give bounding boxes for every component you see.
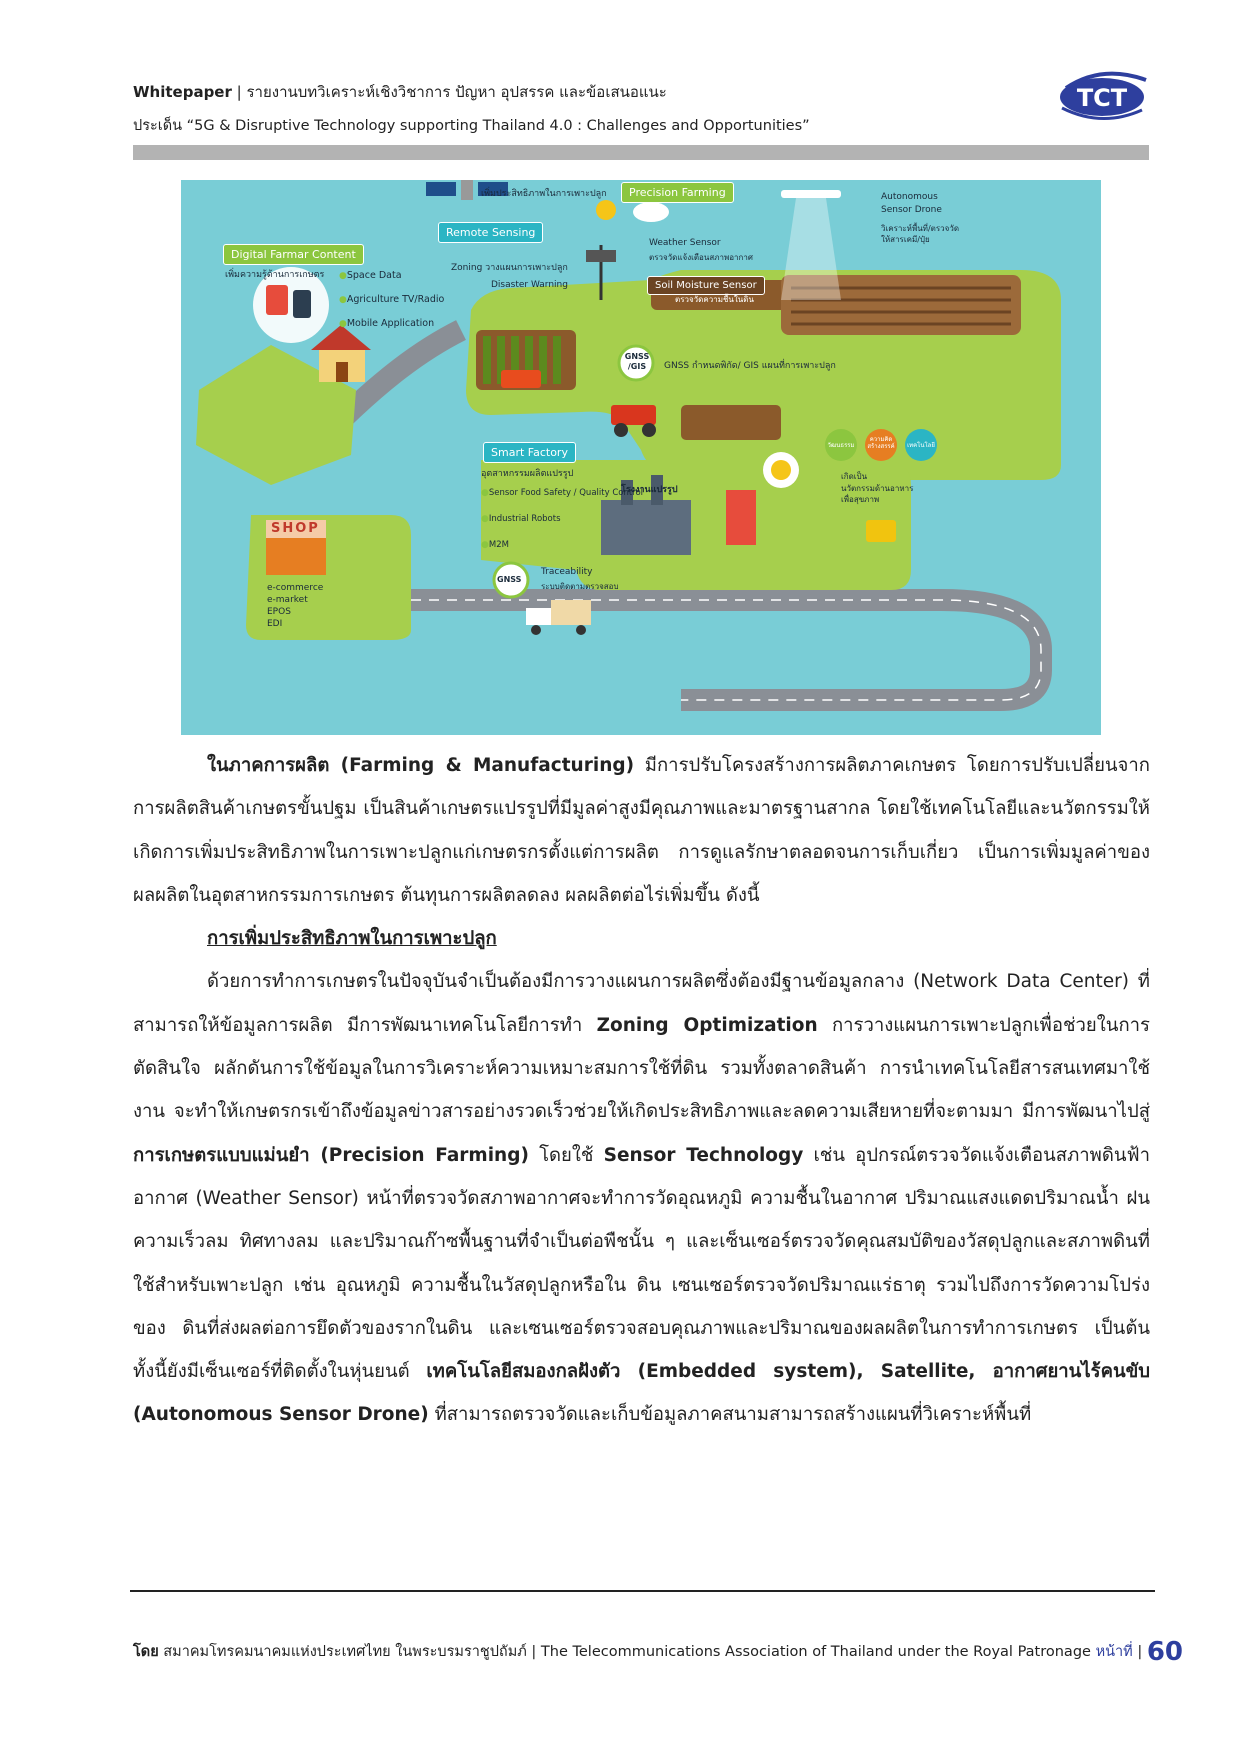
list-item: ● Mobile Application — [339, 312, 444, 336]
drone — [781, 190, 841, 198]
text-run: โดยใช้ — [528, 1144, 604, 1166]
soil-moisture-sub: ตรวจวัดความชื้นในดิน — [675, 295, 754, 304]
smart-factory-list — [481, 480, 643, 558]
text-run: การวางแผนการเพาะปลูกเพื่อช่วยในการตัดสินใจ ผลักดันการใช้ข้อมูลในการวิเคราะห์ความเหมาะสมการใช้ที่ดิน รวมทั้งตลาดสินค้า การนำเทคโนโลยีสารสนเทศมาใช้งาน จะทำให้เกษตรกรเข้าถึงข้อมูลข่าวสารอย่างรวดเร็วช่วยให้เกิดประสิทธิภาพและลดความเสียหายที่จะตามมา มีการพัฒนาไปสู่ — [133, 1014, 1150, 1123]
list-item: EPOS — [267, 607, 291, 617]
paragraph-farming — [133, 744, 1150, 917]
innovation-text-1: เกิดเป็น — [841, 472, 868, 481]
technology-circle-label: เทคโนโลยี — [907, 442, 935, 449]
body-text — [133, 744, 1150, 1437]
innovation-text-2: นวัตกรรมด้านอาหาร — [841, 484, 914, 493]
list-item: ● Agriculture TV/Radio — [339, 288, 444, 312]
disaster-warning-text: Disaster Warning — [491, 280, 568, 290]
traceability-sub: ระบบติดตามตรวจสอบ — [541, 582, 619, 591]
precision-farming-tag: Precision Farming — [621, 182, 734, 203]
satellite-caption: เพิ่มประสิทธิภาพในการเพาะปลูก — [481, 189, 607, 199]
list-item: ● Sensor Food Safety / Quality Control — [481, 480, 643, 506]
culture-circle-label: วัฒนธรรม — [827, 442, 855, 449]
zoning-text: Zoning วางแผนการเพาะปลูก — [451, 263, 568, 273]
smart-factory-sub: อุตสาหกรรมผลิตแปรรูป — [481, 469, 574, 479]
smart-agriculture-infographic — [181, 180, 1101, 735]
drone-title-2: Sensor Drone — [881, 205, 942, 215]
soil-moisture-tag: Soil Moisture Sensor — [647, 276, 765, 295]
traceability-label: Traceability — [541, 567, 593, 577]
innovation-text-3: เพื่อสุขภาพ — [841, 495, 880, 504]
smart-factory-tag: Smart Factory — [483, 442, 576, 463]
weather-sensor-sub: ตรวจวัดแจ้งเตือนสภาพอากาศ — [649, 253, 753, 262]
header-title — [133, 80, 667, 104]
text-run: ด้วยการทำการเกษตรในปัจจุบันจำเป็นต้องมีการวางแผนการผลิตซึ่งต้องมีฐานข้อมูลกลาง (Network Data Center) ที่สามารถให้ข้อมูลการผลิต มีการพัฒนาเทคโนโลยีการทำ — [133, 971, 1150, 1036]
tct-logo — [1052, 66, 1152, 124]
embedded-system-term: เทคโนโลยีสมองกลฝังตัว (Embedded system), Satellite, อากาศยานไร้คนขับ (Autonomous Sensor Drone) — [133, 1361, 1150, 1426]
header-title-rest: | รายงานบทวิเคราะห์เชิงวิชาการ ปัญหา อุปสรรค และข้อเสนอแนะ — [231, 83, 667, 101]
shop-sign: SHOP — [271, 521, 320, 536]
remote-sensing-tag: Remote Sensing — [438, 222, 543, 243]
doc-type: Whitepaper — [133, 83, 232, 101]
page-number: 60 — [1146, 1637, 1184, 1667]
shop-list — [267, 582, 323, 630]
digital-farmer-tag: Digital Farmar Content — [223, 244, 364, 265]
gnss-badge: GNSS — [497, 575, 522, 584]
drone-sub-1: วิเคราะห์พื้นที่/ตรวจวัด — [881, 224, 960, 233]
precision-farming-term: การเกษตรแบบแม่นยำ (Precision Farming) — [133, 1144, 529, 1166]
text-run: ที่สามารถตรวจวัดและเก็บข้อมูลภาคสนามสามารถสร้างแผนที่วิเคราะห์พื้นที่ — [428, 1404, 1032, 1426]
digital-farmer-list — [339, 264, 444, 336]
footer — [133, 1637, 1183, 1667]
forklift — [866, 520, 896, 542]
text-run: เช่น อุปกรณ์ตรวจวัดแจ้งเตือนสภาพดินฟ้าอากาศ (Weather Sensor) หน้าที่ตรวจวัดสภาพอากาศจะทำการวัดอุณหภูมิ ความชื้นในอากาศ ปริมาณแสงแดดปริมาณน้ำ ฝน ความเร็วลม ทิศทางลม และปริมาณก๊าซพื้นฐานที่จำเป็นต่อพืชนั้น ๆ และเซ็นเซอร์ตรวจวัดคุณสมบัติของวัสดุปลูกและสภาพดินที่ใช้สำหรับเพาะปลูก เช่น อุณหภูมิ ความชื้นในวัสดุปลูกหรือใน ดิน เซนเซอร์ตรวจวัดปริมาณแร่ธาตุ รวมไปถึงการวัดความโปร่งของ ดินที่ส่งผลต่อการยึดตัวของรากในดิน และเซนเซอร์ตรวจสอบคุณภาพและปริมาณของผลผลิตในการทำการเกษตร เป็นต้น ทั้งนี้ยังมีเซ็นเซอร์ที่ติดตั้งในหุ่นยนต์ — [133, 1144, 1150, 1383]
gnss-gis-badge: GNSS /GIS — [624, 352, 650, 371]
zoning-optimization-term: Zoning Optimization — [596, 1014, 818, 1036]
list-item: ● Space Data — [339, 264, 444, 288]
digital-farmer-sub: เพิ่มความรู้ด้านการเกษตร — [225, 270, 325, 280]
cloud — [633, 202, 669, 222]
section-subheading: การเพิ่มประสิทธิภาพในการเพาะปลูก — [207, 928, 497, 950]
weather-sensor-label: Weather Sensor — [649, 238, 721, 248]
drone-sub-2: ให้สารเคมี/ปุ๋ย — [881, 235, 930, 244]
tractor — [611, 405, 656, 425]
footer-rule — [130, 1590, 1155, 1592]
factory-label: โรงงานแปรรูป — [621, 485, 678, 495]
road-segment — [411, 600, 1041, 700]
paragraph-efficiency — [133, 960, 1150, 1436]
creativity-circle-label: ความคิดสร้างสรรค์ — [867, 436, 895, 450]
logo-text: TCT — [1076, 84, 1128, 112]
list-item: ● M2M — [481, 532, 643, 558]
sun — [596, 200, 616, 220]
footer-by: โดย — [133, 1644, 159, 1660]
list-item: ● Industrial Robots — [481, 506, 643, 532]
drone-title-1: Autonomous — [881, 192, 938, 202]
delivery-truck — [551, 600, 591, 625]
farming-text: มีการปรับโครงสร้างการผลิตภาคเกษตร โดยการปรับเปลี่ยนจากการผลิตสินค้าเกษตรขั้นปฐม เป็นสินค้าเกษตรแปรรูปที่มีมูลค่าสูงมีคุณภาพและมาตรฐานสากล โดยใช้เทคโนโลยีและนวัตกรรมให้เกิดการเพิ่มประสิทธิภาพในการเพาะปลูกแก่เกษตรกรตั้งแต่การผลิต การดูแลรักษาตลอดจนการเก็บเกี่ยว เป็นการเพิ่มมูลค่าของผลผลิตในอุตสาหกรรมการเกษตร ต้นทุนการผลิตลดลง ผลผลิตต่อไร่เพิ่มขึ้น ดังนี้ — [133, 755, 1150, 906]
gnss-gis-text: GNSS กำหนดพิกัด/ GIS แผนที่การเพาะปลูก — [664, 361, 836, 371]
header-divider-bar — [133, 145, 1149, 160]
harvester — [501, 370, 541, 388]
sensor-technology-term: Sensor Technology — [603, 1144, 804, 1166]
machine — [726, 490, 756, 545]
drone-spray — [781, 198, 841, 300]
header-subtitle: ประเด็น “5G & Disruptive Technology supporting Thailand 4.0 : Challenges and Opportunities” — [133, 118, 810, 134]
footer-separator: | — [1132, 1644, 1147, 1660]
list-item: EDI — [267, 619, 283, 629]
page-label: หน้าที่ — [1095, 1644, 1133, 1660]
farming-heading: ในภาคการผลิต (Farming & Manufacturing) — [207, 755, 635, 776]
list-item: e-commerce — [267, 583, 324, 593]
satellite — [426, 182, 456, 196]
list-item: e-market — [267, 595, 308, 605]
footer-organization: สมาคมโทรคมนาคมแห่งประเทศไทย ในพระบรมราชูปถัมภ์ | The Telecommunications Association of Thailand under the Royal Patronage — [158, 1644, 1096, 1660]
seedling-field — [681, 405, 781, 440]
